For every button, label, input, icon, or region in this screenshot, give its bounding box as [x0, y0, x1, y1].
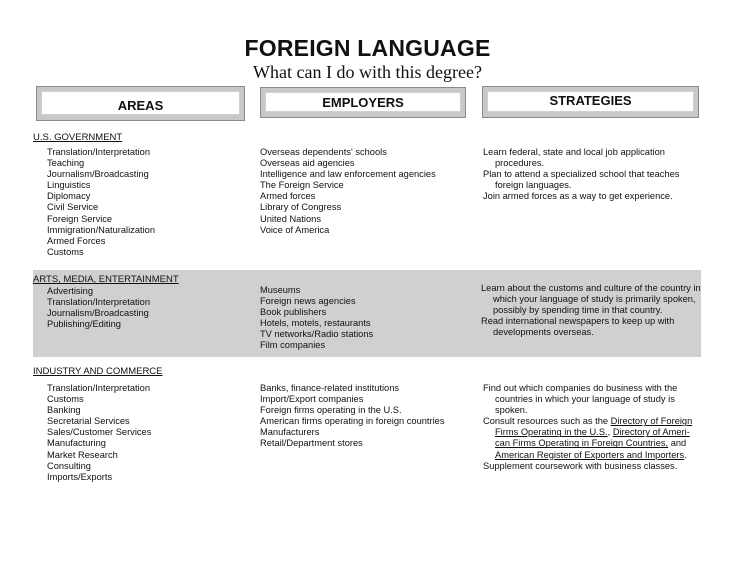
list-item: Foreign Service: [47, 213, 113, 224]
strategy-text: Consult resources such as the: [483, 416, 611, 427]
list-item: Banking: [47, 405, 81, 416]
strategy-item: Join armed forces as a way to get experience.: [483, 191, 673, 202]
list-item: Sales/Customer Services: [47, 427, 152, 438]
strategy-item: Read international newspapers to keep up with developments overseas.: [481, 316, 675, 338]
areas-list: [47, 286, 150, 330]
areas-header-box: [36, 86, 245, 121]
list-item: Overseas aid agencies: [260, 158, 355, 169]
strategy-item: Supplement coursework with business classes.: [483, 460, 678, 471]
strategy-text: ,: [607, 427, 613, 438]
list-item: Journalism/Broadcasting: [47, 169, 149, 180]
list-item: The Foreign Service: [260, 180, 344, 191]
list-item: Hotels, motels, restaurants: [260, 318, 371, 329]
list-item: Foreign firms operating in the U.S.: [260, 405, 402, 416]
list-item: Translation/Interpretation: [47, 383, 151, 393]
list-item: United Nations: [260, 213, 321, 224]
list-item: Retail/Department stores: [260, 438, 363, 449]
section-title: ARTS, MEDIA, ENTERTAINMENT: [33, 274, 179, 285]
list-item: Intelligence and law enforcement agencies: [260, 169, 436, 180]
list-item: Museums: [260, 285, 301, 295]
strategies-header-box: [482, 86, 699, 118]
list-item: Customs: [47, 246, 84, 257]
section-title: U.S. GOVERNMENT: [33, 132, 123, 143]
areas-list: [47, 147, 155, 258]
areas-header: AREAS: [41, 91, 240, 115]
list-item: Import/Export companies: [260, 394, 364, 405]
strategies-list: [483, 147, 701, 202]
strategy-text: .: [684, 449, 687, 460]
list-item: TV networks/Radio stations: [260, 329, 374, 340]
list-item: Foreign news agencies: [260, 296, 356, 307]
page-subtitle: What can I do with this degree?: [253, 62, 482, 82]
list-item: Library of Congress: [260, 202, 342, 213]
areas-list: [47, 383, 151, 483]
list-item: Journalism/Broadcasting: [47, 308, 149, 319]
strategy-item: Plan to attend a specialized school that teaches foreign languages.: [483, 169, 680, 191]
resource-link-directory-foreign-firms[interactable]: Directory of Foreign Firms Operating in the U.S.: [495, 416, 693, 438]
list-item: Teaching: [47, 158, 85, 169]
list-item: Voice of America: [260, 224, 330, 235]
section-us-government: [33, 130, 701, 265]
section-title: INDUSTRY AND COMMERCE: [33, 366, 163, 377]
list-item: Manufacturers: [260, 427, 320, 438]
section-industry-commerce: [33, 365, 701, 490]
employers-header: EMPLOYERS: [265, 92, 461, 112]
list-item: Banks, finance-related institutions: [260, 383, 400, 393]
strategy-item: Learn federal, state and local job application procedures.: [483, 147, 665, 169]
list-item: Secretarial Services: [47, 416, 130, 427]
list-item: Market Research: [47, 449, 118, 460]
list-item: Publishing/Editing: [47, 319, 121, 330]
employers-header-box: [260, 87, 466, 118]
list-item: Diplomacy: [47, 191, 91, 202]
list-item: Book publishers: [260, 307, 327, 318]
page-title: FOREIGN LANGUAGE: [244, 35, 491, 61]
employers-list: [260, 383, 444, 450]
section-arts-media-entertainment: [33, 270, 701, 357]
list-item: Immigration/Naturalization: [47, 224, 155, 235]
list-item: Armed forces: [260, 191, 316, 202]
list-item: Advertising: [47, 286, 93, 296]
strategies-header: STRATEGIES: [487, 91, 694, 112]
list-item: Linguistics: [47, 180, 91, 191]
strategies-list: [483, 383, 701, 472]
resource-link-directory-american-firms[interactable]: Directory of Ameri-can Firms Operating in Foreign Countries,: [495, 427, 690, 449]
strategy-item: Find out which companies do business with the countries in which your language of study is spoken.: [483, 383, 678, 416]
list-item: Civil Service: [47, 202, 99, 213]
list-item: Overseas dependents' schools: [260, 147, 387, 157]
resource-link-american-register[interactable]: American Register of Exporters and Importers: [495, 449, 685, 460]
strategy-text: and: [668, 438, 687, 449]
employers-list: [260, 285, 373, 352]
list-item: American firms operating in foreign countries: [260, 416, 445, 427]
list-item: Customs: [47, 394, 84, 405]
list-item: Armed Forces: [47, 235, 106, 246]
strategies-list: [481, 283, 703, 338]
strategy-item: Learn about the customs and culture of the country in which your language of study is primarily spoken, possibly by spending time in that country.: [481, 283, 701, 316]
strategy-item: [483, 416, 701, 460]
list-item: Film companies: [260, 340, 326, 351]
list-item: Consulting: [47, 460, 91, 471]
list-item: Translation/Interpretation: [47, 147, 151, 157]
list-item: Imports/Exports: [47, 471, 113, 482]
list-item: Manufacturing: [47, 438, 106, 449]
list-item: Translation/Interpretation: [47, 297, 151, 308]
employers-list: [260, 147, 436, 236]
